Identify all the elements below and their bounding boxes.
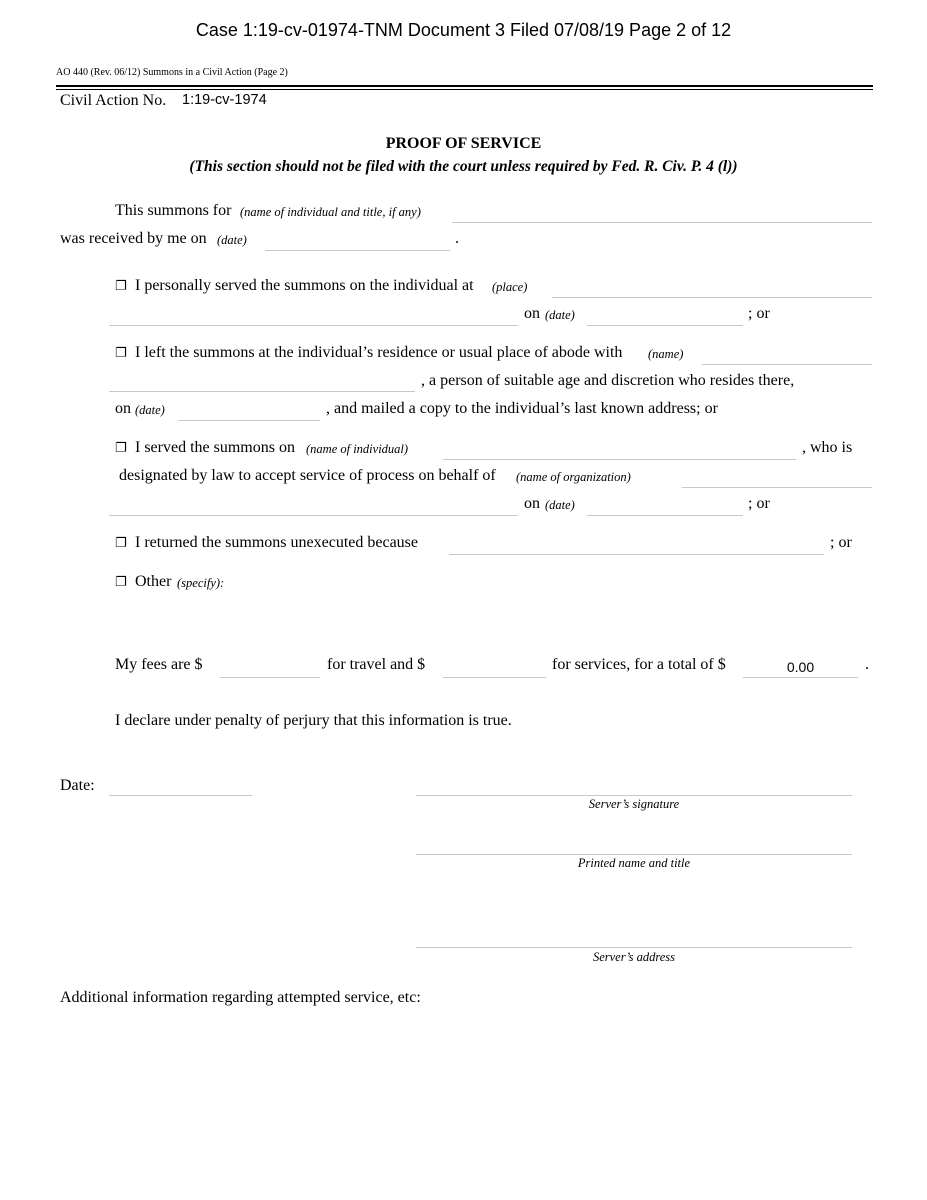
other-hint: (specify): [177, 576, 225, 590]
civil-action-number: 1:19-cv-1974 [182, 92, 267, 108]
residence-text: I left the summons at the individual’s residence or usual place of abode with [135, 344, 623, 361]
personal-on: on [524, 305, 540, 322]
declaration: I declare under penalty of perjury that this information is true. [115, 712, 512, 729]
other-text: Other [135, 573, 172, 590]
residence-name-field-2[interactable] [109, 391, 415, 392]
designated-org-field[interactable] [682, 487, 872, 488]
fees-period: . [865, 656, 869, 673]
received-hint: (name of individual and title, if any) [240, 205, 421, 219]
designated-checkbox[interactable]: ❐ [115, 441, 127, 456]
personal-checkbox[interactable]: ❐ [115, 279, 127, 294]
received-date-hint: (date) [217, 233, 247, 247]
server-signature-field[interactable] [416, 795, 852, 796]
received-text: This summons for [115, 202, 232, 219]
page-title: PROOF OF SERVICE [385, 135, 542, 152]
designated-text: I served the summons on [135, 439, 295, 456]
personal-date-field[interactable] [587, 325, 743, 326]
designated-name-field[interactable] [443, 459, 796, 460]
server-signature-caption: Server’s signature [588, 797, 680, 811]
total-fee-field[interactable] [743, 677, 858, 678]
residence-name-field[interactable] [702, 364, 872, 365]
personal-date-hint: (date) [545, 308, 575, 322]
printed-name-field[interactable] [416, 854, 852, 855]
residence-date-field[interactable] [178, 420, 320, 421]
residence-on: on [115, 400, 131, 417]
other-checkbox[interactable]: ❐ [115, 575, 127, 590]
signature-date-field[interactable] [109, 795, 252, 796]
designated-on: on [524, 495, 540, 512]
residence-checkbox[interactable]: ❐ [115, 346, 127, 361]
case-stamp: Case 1:19-cv-01974-TNM Document 3 Filed 07/08/19 Page 2 of 12 [195, 20, 732, 40]
server-address-caption: Server’s address [592, 950, 676, 964]
received-date-text: was received by me on [60, 230, 207, 247]
residence-date-hint: (date) [135, 403, 165, 417]
residence-line3: , and mailed a copy to the individual’s last known address; or [326, 400, 718, 417]
services-label: for services, for a total of $ [552, 656, 726, 673]
designated-date-hint: (date) [545, 498, 575, 512]
date-label: Date: [60, 777, 95, 794]
total-fee-value: 0.00 [786, 659, 815, 675]
returned-reason-field[interactable] [449, 554, 824, 555]
services-fee-field[interactable] [443, 677, 546, 678]
personal-place-field[interactable] [552, 297, 872, 298]
additional-info-label: Additional information regarding attempted service, etc: [60, 989, 421, 1006]
designated-or: ; or [748, 495, 770, 512]
designated-org-hint: (name of organization) [516, 470, 631, 484]
designated-line2: designated by law to accept service of process on behalf of [119, 467, 496, 484]
residence-line2: , a person of suitable age and discretion who resides there, [421, 372, 795, 389]
printed-name-caption: Printed name and title [577, 856, 691, 870]
civil-action-label: Civil Action No. [60, 92, 167, 109]
server-address-field[interactable] [416, 947, 852, 948]
designated-name-hint: (name of individual) [306, 442, 409, 456]
fees-label: My fees are $ [115, 656, 203, 673]
residence-name-hint: (name) [648, 347, 684, 361]
received-date-field[interactable] [265, 250, 450, 251]
travel-label: for travel and $ [327, 656, 426, 673]
returned-checkbox[interactable]: ❐ [115, 536, 127, 551]
header-rule-thin [56, 89, 873, 90]
designated-date-field[interactable] [587, 515, 743, 516]
personal-place-field-2[interactable] [109, 325, 518, 326]
recipient-name-field[interactable] [452, 222, 872, 223]
personal-or: ; or [748, 305, 770, 322]
designated-org-field-2[interactable] [109, 515, 518, 516]
returned-or: ; or [830, 534, 852, 551]
form-id: AO 440 (Rev. 06/12) Summons in a Civil Action (Page 2) [56, 67, 288, 78]
page-subtitle: (This section should not be filed with the court unless required by Fed. R. Civ. P. 4 (l)) [189, 158, 738, 175]
header-rule [56, 85, 873, 87]
received-period: . [455, 230, 459, 247]
personal-place-hint: (place) [492, 280, 528, 294]
designated-who-is: , who is [802, 439, 853, 456]
personal-text: I personally served the summons on the individual at [135, 277, 474, 294]
returned-text: I returned the summons unexecuted because [135, 534, 419, 551]
travel-fee-field[interactable] [220, 677, 320, 678]
